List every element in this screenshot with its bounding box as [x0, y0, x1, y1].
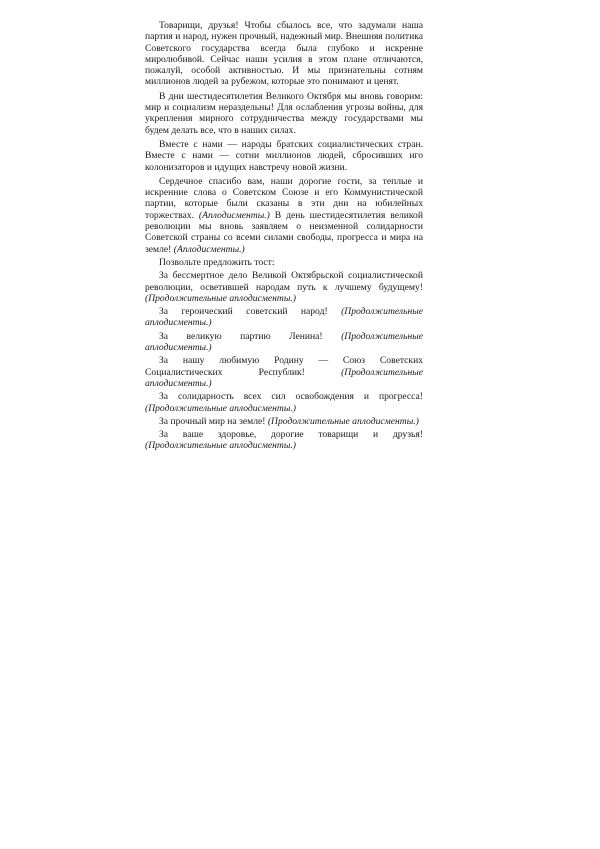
paragraph-text: За ваше здоровье, дорогие товарищи и друзья! — [159, 429, 423, 441]
toast-motherland — [145, 355, 423, 389]
toast-peace — [145, 416, 423, 427]
paragraph-text: Товарищи, друзья! Чтобы сбылось все, что задумали наша партия и народ, нужен прочный, надежный мир. Внешняя политика Советского государства всегда была глубоко и искренне миролюбивой. Сейчас наши усилия в этом плане отличаются, пожалуй, особой активностью. И мы признательны сотням миллионов людей за рубежом, которые это понимают и ценят. — [145, 20, 423, 88]
paragraph-peace — [145, 20, 423, 88]
paragraph-text: За нашу любимую Родину — Союз Советских Социалистических Республик! — [145, 355, 423, 378]
paragraph-text: Вместе с нами — народы братских социалистических стран. Вместе с нами — сотни миллионов людей, сбросивших иго колонизаторов и идущих навстречу новой жизни. — [145, 138, 423, 173]
toast-people — [145, 306, 423, 329]
applause-note: (Продолжительные аплодисменты.) — [145, 306, 423, 329]
paragraph-text: За героический советский народ! — [159, 306, 328, 318]
paragraph-october — [145, 91, 423, 136]
applause-note: (Продолжительные аплодисменты.) — [145, 292, 296, 304]
applause-note: (Аплодисменты.) — [173, 243, 245, 255]
paragraph-fraternal — [145, 139, 423, 173]
paragraph-text: За великую партию Ленина! — [159, 330, 323, 342]
toast-party — [145, 331, 423, 354]
paragraph-text-continued: В день шестидесятилетия великой революции мы вновь заявляем о неизменной солидарности Советской страны со всеми силами свободы, прогресса и мира на земле! — [145, 209, 423, 255]
applause-note: (Продолжительные аплодисменты.) — [145, 440, 296, 452]
toast-solidarity — [145, 391, 423, 414]
toast-revolution — [145, 270, 423, 304]
paragraph-text: В дни шестидесятилетия Великого Октября мы вновь говорим: мир и социализм нераздельны! Для ослабления угрозы войны, для укрепления мирного сотрудничества между государствами мы будем делать все, что в наших силах. — [145, 90, 423, 136]
paragraph-text: Сердечное спасибо вам, наши дорогие гости, за теплые и искренние слова о Советском Союзе и его Коммунистической партии, которые были сказаны в эти дни на юбилейных торжествах. — [145, 175, 423, 221]
applause-note: (Продолжительные аплодисменты.) — [267, 415, 419, 427]
paragraph-text: За солидарность всех сил освобождения и прогресса! — [159, 391, 423, 403]
paragraph-text: За прочный мир на земле! — [159, 415, 266, 427]
applause-note: (Продолжительные аплодисменты.) — [145, 366, 423, 389]
paragraph-toast-intro — [145, 257, 423, 268]
speech-text — [145, 20, 423, 454]
applause-note: (Продолжительные аплодисменты.) — [145, 402, 296, 414]
paragraph-text: За бессмертное дело Великой Октябрьской социалистической революции, осветившей народам путь к лучшему будущему! — [145, 270, 423, 293]
applause-note: (Продолжительные аплодисменты.) — [145, 330, 423, 354]
applause-note: (Аплодисменты.) — [198, 209, 270, 221]
paragraph-text: Позвольте предложить тост: — [159, 256, 275, 268]
paragraph-guests — [145, 176, 423, 255]
toast-health — [145, 429, 423, 452]
